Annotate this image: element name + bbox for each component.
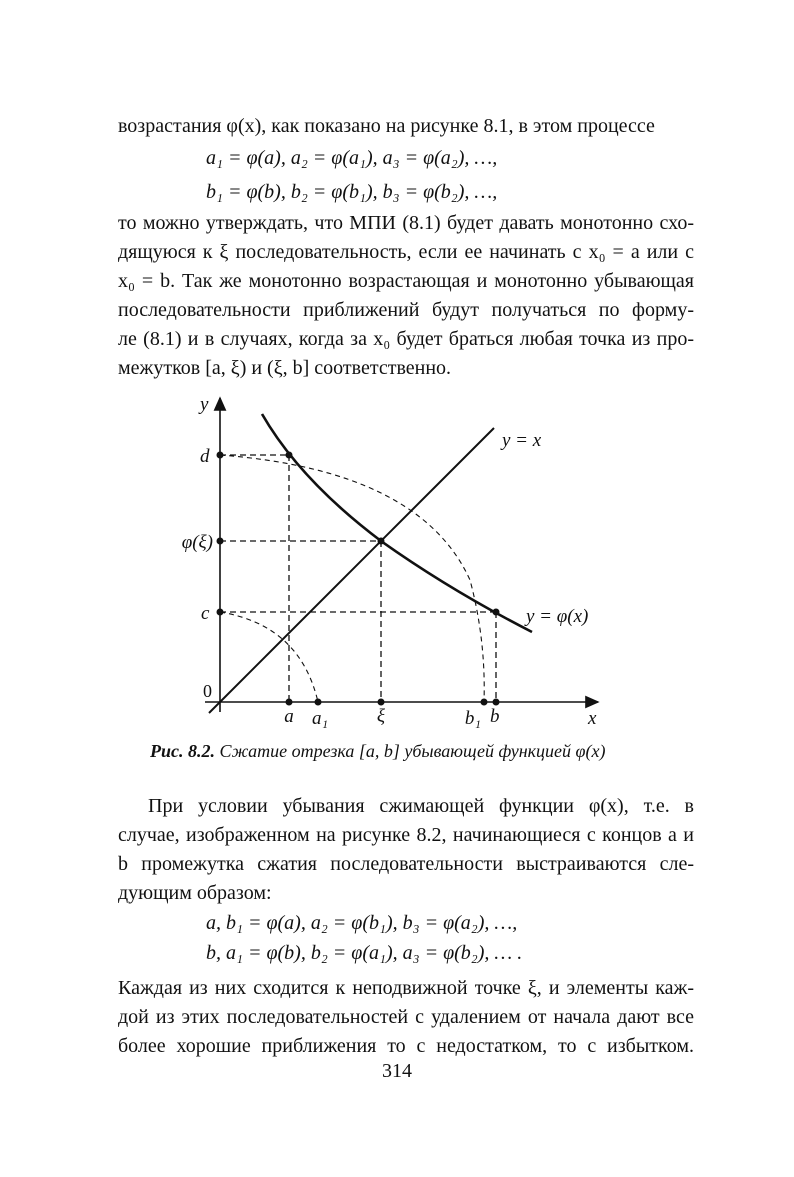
text-line: ле (8.1) и в случаях, когда за x₀ будет браться любая точка из про-	[118, 328, 694, 350]
point-curve-a	[286, 452, 293, 459]
text-line: b промежутка сжатия последовательности выстраиваются сле-	[118, 853, 694, 875]
origin-label: 0	[203, 681, 212, 701]
text-line: межутков [a, ξ) и (ξ, b] соответственно.	[118, 357, 452, 379]
phi-curve	[262, 414, 532, 632]
text-block-bottom	[118, 792, 694, 1061]
point-d	[217, 452, 224, 459]
point-c	[217, 609, 224, 616]
text-line: дующим образом:	[118, 882, 272, 904]
page-number: 314	[382, 1060, 412, 1082]
arc-d-to-b1	[220, 455, 484, 702]
identity-line	[209, 428, 494, 713]
point-curve-b	[493, 609, 500, 616]
formula-decreasing-a: a, b₁ = φ(a), a₂ = φ(b₁), b₃ = φ(a₂), …,	[206, 912, 518, 934]
text-line: возрастания φ(x), как показано на рисунке 8.1, в этом процессе	[118, 115, 655, 137]
x-tick-b1: b₁	[464, 708, 481, 729]
x-axis-label: x	[588, 708, 597, 729]
point-phi-xi	[217, 538, 224, 545]
figure-contraction	[0, 390, 794, 730]
point-xi	[378, 699, 385, 706]
text-line: x₀ = b. Так же монотонно возрастающая и монотонно убывающая	[118, 270, 694, 292]
x-tick-b: b	[490, 706, 500, 727]
formula-decreasing-b: b, a₁ = φ(b), b₂ = φ(a₁), a₃ = φ(b₂), … .	[206, 942, 523, 964]
text-block-top	[118, 112, 694, 383]
caption-label: Рис. 8.2.	[150, 741, 215, 761]
y-axis-label: y	[200, 394, 209, 415]
point-b	[493, 699, 500, 706]
x-tick-xi: ξ	[376, 706, 386, 727]
identity-line-label: y = x	[502, 430, 542, 451]
text-line: более хорошие приближения то с недостатком, то с избытком.	[118, 1035, 694, 1057]
text-line: дящуюся к ξ последовательность, если ее начинать с x₀ = a или с	[118, 241, 694, 263]
point-a1	[315, 699, 322, 706]
figure-caption	[150, 738, 710, 764]
y-tick-phi-xi: φ(ξ)	[181, 532, 213, 553]
formula-increasing-b: b₁ = φ(b), b₂ = φ(b₁), b₃ = φ(b₂), …,	[206, 181, 498, 203]
formula-increasing-a: a₁ = φ(a), a₂ = φ(a₁), a₃ = φ(a₂), …,	[206, 147, 498, 169]
text-line: то можно утверждать, что МПИ (8.1) будет давать монотонно схо-	[118, 212, 694, 234]
text-line: последовательности приближений будут получаться по форму-	[118, 299, 694, 321]
x-tick-a: a	[284, 706, 294, 727]
point-b1	[481, 699, 488, 706]
x-tick-a1: a₁	[311, 708, 329, 729]
text-line: Каждая из них сходится к неподвижной точке ξ, и элементы каж-	[118, 977, 694, 999]
point-a	[286, 699, 293, 706]
point-fixed	[378, 538, 385, 545]
phi-curve-label: y = φ(x)	[526, 606, 589, 627]
text-line: При условии убывания сжимающей функции φ(x), т.е. в	[148, 795, 694, 817]
y-tick-c: c	[201, 603, 210, 624]
caption-text: Сжатие отрезка [a, b] убывающей функцией φ(x)	[219, 741, 606, 761]
text-line: случае, изображенном на рисунке 8.2, начинающиеся с концов a и	[118, 824, 694, 846]
y-tick-d: d	[200, 446, 210, 467]
text-line: дой из этих последовательностей с удалением от начала дают все	[118, 1006, 694, 1028]
